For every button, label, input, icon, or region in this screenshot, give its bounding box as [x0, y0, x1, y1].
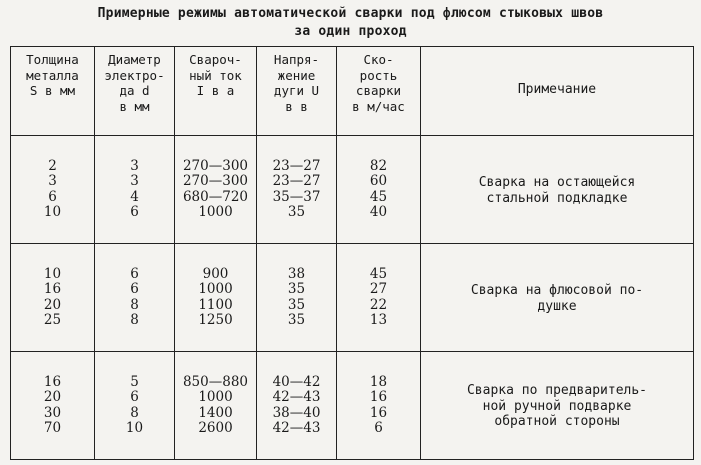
cell-line: 4	[130, 188, 139, 205]
current-cell	[175, 136, 257, 244]
note-cell	[421, 352, 694, 460]
cell-line: 42—43	[272, 389, 321, 405]
cell-line: Сварка по предваритель-	[466, 383, 647, 399]
table-row	[11, 244, 694, 352]
cell-line: 16	[43, 373, 62, 390]
cell-line: 42—43	[272, 420, 321, 436]
speed-cell	[337, 352, 421, 460]
cell-line: 82	[369, 157, 388, 174]
cell-line: электро-	[104, 67, 165, 83]
cell-line: 680—720	[182, 188, 249, 205]
cell-line: рость	[359, 67, 398, 83]
cell-line: в мм	[119, 98, 150, 114]
cell-line: металла	[26, 67, 79, 83]
welding-modes-table	[10, 46, 694, 460]
cell-line: дуги U	[273, 83, 320, 98]
cell-line: 6	[130, 389, 139, 405]
cell-line: 35	[287, 281, 306, 297]
cell-line: 2	[48, 157, 57, 174]
cell-line: 3	[48, 173, 57, 189]
cell-line: 1000	[198, 389, 233, 405]
cell-line: да d	[119, 83, 150, 98]
header-voltage	[257, 47, 337, 136]
cell-line: 6	[130, 265, 139, 282]
table-title: Примерные режимы автоматической сварки под флюсом стыковых швов	[97, 6, 604, 21]
diameter-cell	[95, 352, 175, 460]
cell-line: 13	[369, 312, 388, 328]
cell-line: 1000	[198, 281, 233, 297]
cell-line: Примечание	[517, 82, 597, 98]
cell-line: стальной подкладке	[486, 190, 628, 206]
cell-line: I в а	[196, 83, 235, 98]
cell-line: 27	[369, 281, 388, 297]
table-subtitle: за один проход	[294, 24, 407, 39]
cell-line: 25	[43, 312, 62, 328]
cell-line: 20	[43, 389, 62, 405]
cell-line: 30	[43, 404, 62, 421]
cell-line: ной ручной подварке	[482, 398, 632, 414]
cell-line: обратной стороны	[494, 414, 620, 430]
current-cell	[175, 244, 257, 352]
thickness-cell	[11, 352, 95, 460]
table-row	[11, 136, 694, 244]
cell-line: 40	[369, 204, 388, 220]
cell-line: ный ток	[189, 67, 242, 83]
cell-line: в в	[285, 98, 308, 114]
header-note	[421, 47, 694, 136]
cell-line: Диаметр	[108, 52, 161, 67]
cell-line: 270—300	[182, 157, 249, 174]
cell-line: 850—880	[182, 373, 249, 390]
cell-line: 3	[130, 157, 139, 174]
speed-cell	[337, 136, 421, 244]
cell-line: 40—42	[272, 373, 321, 390]
thickness-cell	[11, 244, 95, 352]
cell-line: жение	[277, 67, 316, 83]
cell-line: 60	[369, 173, 388, 189]
cell-line: 6	[374, 420, 383, 436]
cell-line: 38—40	[272, 404, 321, 421]
diameter-cell	[95, 136, 175, 244]
cell-line: Толщина	[26, 52, 79, 67]
cell-line: 16	[43, 281, 62, 297]
header-row	[11, 47, 694, 136]
table-row	[11, 352, 694, 460]
cell-line: 10	[125, 420, 144, 436]
cell-line: 45	[369, 265, 388, 282]
header-speed	[337, 47, 421, 136]
cell-line: 20	[43, 296, 62, 313]
cell-line: 23—27	[272, 173, 321, 189]
cell-line: душке	[537, 298, 577, 314]
cell-line: Свароч-	[189, 52, 242, 67]
cell-line: 270—300	[182, 173, 249, 189]
header-current	[175, 47, 257, 136]
voltage-cell	[257, 244, 337, 352]
cell-line: 16	[369, 404, 388, 421]
thickness-cell	[11, 136, 95, 244]
cell-line: 16	[369, 389, 388, 405]
cell-line: 3	[130, 173, 139, 189]
cell-line: 8	[130, 312, 139, 328]
cell-line: 10	[43, 265, 62, 282]
cell-line: 35	[287, 312, 306, 328]
cell-line: S в мм	[29, 83, 76, 98]
cell-line: 45	[369, 188, 388, 205]
cell-line: 6	[130, 204, 139, 220]
cell-line: 38	[287, 265, 306, 282]
cell-line: 2600	[198, 420, 233, 436]
cell-line: сварки	[355, 83, 402, 98]
cell-line: 1100	[198, 296, 233, 313]
cell-line: 35—37	[272, 188, 321, 205]
cell-line: 1250	[198, 312, 233, 328]
cell-line: Напря-	[273, 52, 320, 67]
cell-line: 1400	[198, 404, 233, 421]
note-cell	[421, 136, 694, 244]
cell-line: 8	[130, 404, 139, 421]
diameter-cell	[95, 244, 175, 352]
cell-line: 35	[287, 204, 306, 220]
current-cell	[175, 352, 257, 460]
voltage-cell	[257, 136, 337, 244]
cell-line: 23—27	[272, 157, 321, 174]
cell-line: 70	[43, 420, 62, 436]
header-thickness	[11, 47, 95, 136]
cell-line: Сварка на остающейся	[478, 175, 636, 190]
note-cell	[421, 244, 694, 352]
cell-line: в м/час	[352, 98, 405, 114]
speed-cell	[337, 244, 421, 352]
cell-line: 5	[130, 373, 139, 390]
cell-line: 1000	[198, 204, 233, 220]
cell-line: Сварка на флюсовой по-	[470, 283, 644, 298]
cell-line: 18	[369, 373, 388, 390]
cell-line: 22	[369, 296, 388, 313]
cell-line: 900	[202, 265, 229, 282]
cell-line: 10	[43, 204, 62, 220]
voltage-cell	[257, 352, 337, 460]
cell-line: 6	[48, 188, 57, 205]
cell-line: 35	[287, 296, 306, 313]
header-diameter	[95, 47, 175, 136]
cell-line: 8	[130, 296, 139, 313]
cell-line: Ско-	[363, 52, 394, 67]
cell-line: 6	[130, 281, 139, 297]
